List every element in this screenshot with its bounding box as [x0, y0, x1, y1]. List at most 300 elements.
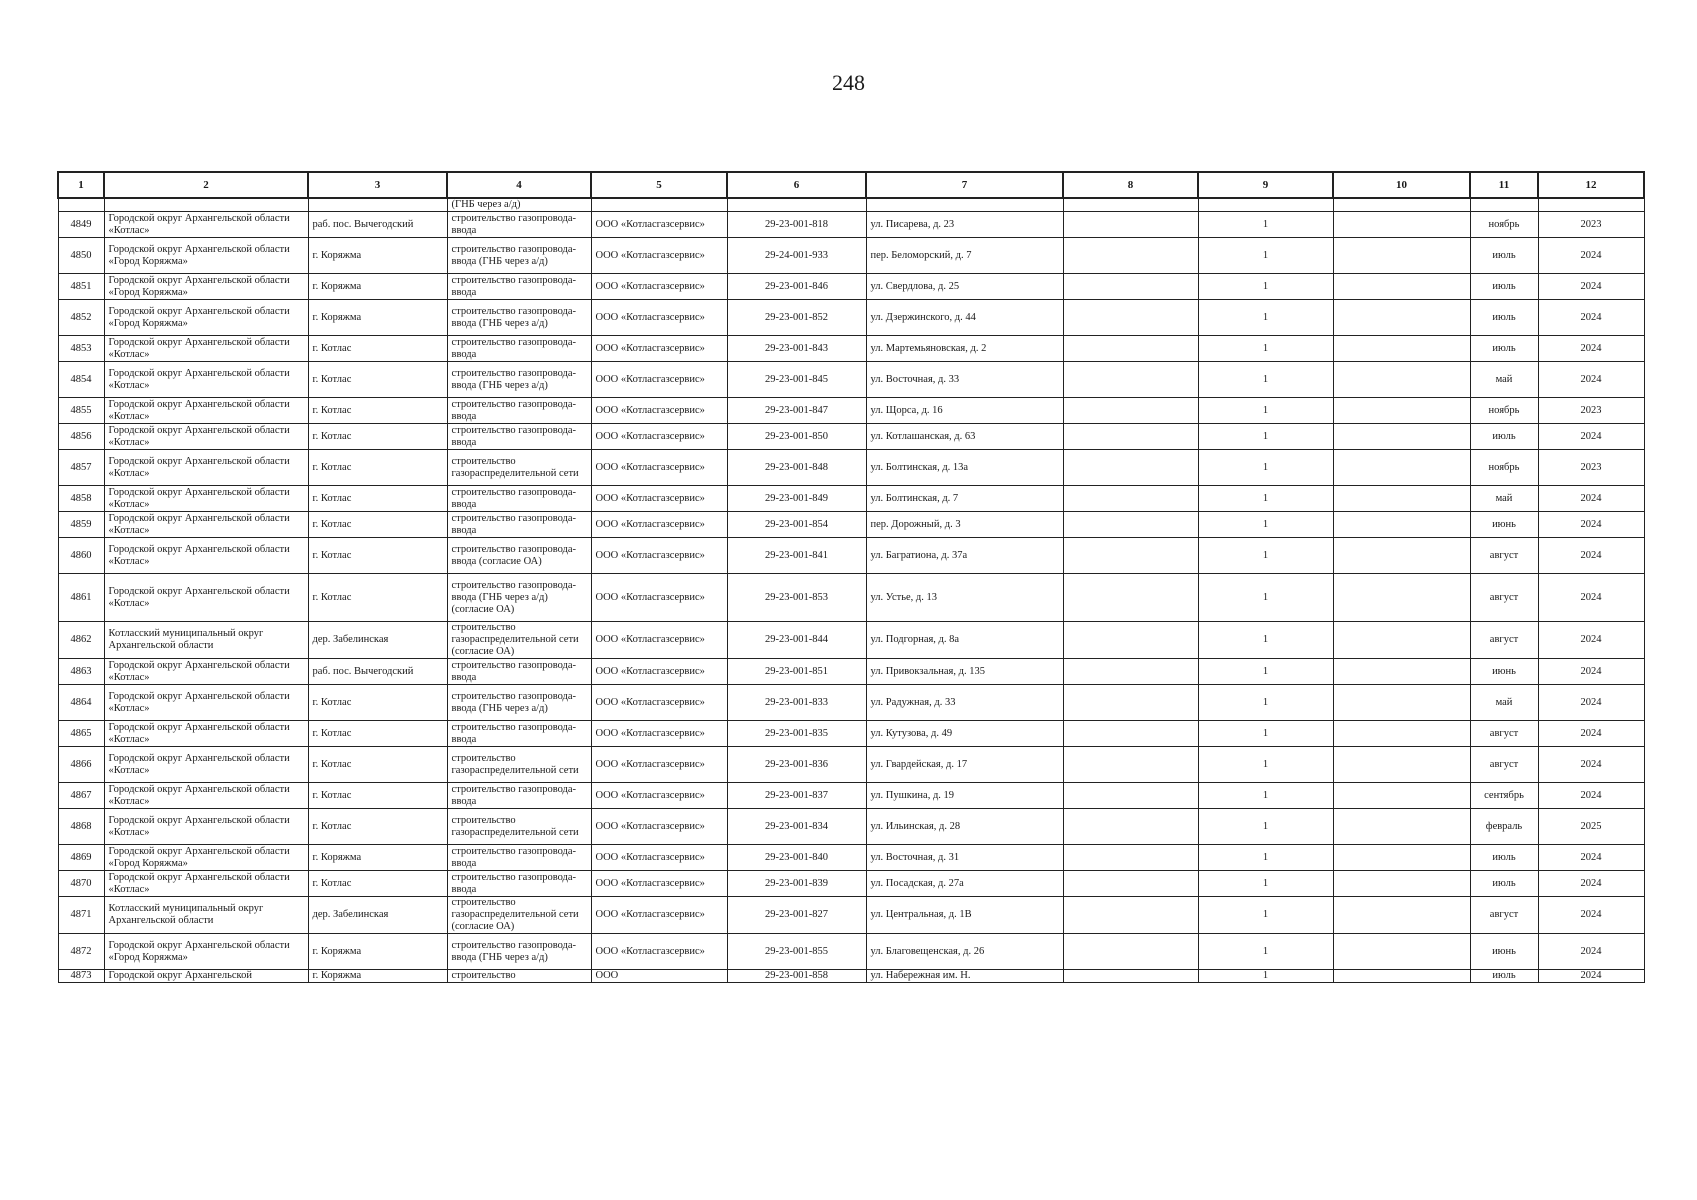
- cell-code: 29-23-001-841: [727, 538, 866, 574]
- cell-qty: 1: [1198, 845, 1333, 871]
- cell-code: 29-24-001-933: [727, 238, 866, 274]
- cell-work: строительство газопровода-ввода (ГНБ через а/д): [447, 934, 591, 970]
- cell-c8: [1063, 871, 1198, 897]
- column-header: 11: [1470, 172, 1538, 198]
- cell-c10: [1333, 809, 1470, 845]
- cell-locality: г. Котлас: [308, 424, 447, 450]
- cell-year: 2024: [1538, 685, 1644, 721]
- cell-locality: г. Котлас: [308, 871, 447, 897]
- cell-c10: [1333, 659, 1470, 685]
- cell-locality: раб. пос. Вычегодский: [308, 659, 447, 685]
- cell-c8: [1063, 934, 1198, 970]
- cell-c8: [1063, 574, 1198, 622]
- cell-code: 29-23-001-818: [727, 212, 866, 238]
- cell-num: 4852: [58, 300, 104, 336]
- cell-month: июнь: [1470, 934, 1538, 970]
- cell-locality: г. Котлас: [308, 512, 447, 538]
- cell-year: 2023: [1538, 212, 1644, 238]
- cell-c8: [1063, 512, 1198, 538]
- cell-code: 29-23-001-858: [727, 970, 866, 983]
- cell-locality: г. Котлас: [308, 398, 447, 424]
- cell-qty: 1: [1198, 871, 1333, 897]
- cell-address: ул. Щорса, д. 16: [866, 398, 1063, 424]
- cell-org: ООО «Котласгазсервис»: [591, 897, 727, 934]
- cell-address: ул. Восточная, д. 31: [866, 845, 1063, 871]
- cell-num: 4871: [58, 897, 104, 934]
- cell-locality: г. Коряжма: [308, 300, 447, 336]
- cell-c10: [1333, 538, 1470, 574]
- cell-num: 4870: [58, 871, 104, 897]
- cell-c10: [1333, 486, 1470, 512]
- column-header: 2: [104, 172, 308, 198]
- cell-org: ООО: [591, 970, 727, 983]
- table-row: [58, 212, 1644, 238]
- cell-c8: [1063, 538, 1198, 574]
- cell-district: Городской округ Архангельской области «Котлас»: [104, 336, 308, 362]
- cell-code: 29-23-001-852: [727, 300, 866, 336]
- cell-org: ООО «Котласгазсервис»: [591, 300, 727, 336]
- cell-district: Городской округ Архангельской области «Котлас»: [104, 783, 308, 809]
- cell-address: ул. Благовещенская, д. 26: [866, 934, 1063, 970]
- cell-c10: [1333, 970, 1470, 983]
- cell-year: 2023: [1538, 398, 1644, 424]
- cell-district: Городской округ Архангельской области «Котлас»: [104, 659, 308, 685]
- cell-district: Котласский муниципальный округ Архангельской области: [104, 622, 308, 659]
- cell-qty: 1: [1198, 362, 1333, 398]
- cell-locality: г. Котлас: [308, 450, 447, 486]
- cell-district: Городской округ Архангельской области «Город Коряжма»: [104, 300, 308, 336]
- cell-locality: г. Котлас: [308, 538, 447, 574]
- cell-district: Городской округ Архангельской области «Котлас»: [104, 398, 308, 424]
- table-row: [58, 871, 1644, 897]
- cell-code: 29-23-001-834: [727, 809, 866, 845]
- cell-code: 29-23-001-853: [727, 574, 866, 622]
- cell-org: ООО «Котласгазсервис»: [591, 450, 727, 486]
- cell-work: строительство газопровода-ввода (ГНБ через а/д): [447, 362, 591, 398]
- cell-num: 4859: [58, 512, 104, 538]
- cell-year: 2024: [1538, 486, 1644, 512]
- cell-district: Городской округ Архангельской: [104, 970, 308, 983]
- cell-c10: [1333, 721, 1470, 747]
- cell-year: 2024: [1538, 747, 1644, 783]
- table-row: [58, 398, 1644, 424]
- cell-org: ООО «Котласгазсервис»: [591, 747, 727, 783]
- cell-org: ООО «Котласгазсервис»: [591, 212, 727, 238]
- cell-c8: [1063, 336, 1198, 362]
- cell-month: сентябрь: [1470, 783, 1538, 809]
- cell-district: Городской округ Архангельской области «Город Коряжма»: [104, 238, 308, 274]
- cell-qty: 1: [1198, 238, 1333, 274]
- cell-c8: [1063, 398, 1198, 424]
- cell-code: 29-23-001-855: [727, 934, 866, 970]
- cell-locality: г. Коряжма: [308, 934, 447, 970]
- cell-c8: [1063, 486, 1198, 512]
- cell-qty: 1: [1198, 398, 1333, 424]
- cell-month: июнь: [1470, 659, 1538, 685]
- cell-locality: г. Котлас: [308, 685, 447, 721]
- cell-month: июль: [1470, 336, 1538, 362]
- cell-locality: раб. пос. Вычегодский: [308, 212, 447, 238]
- cell-district: Городской округ Архангельской области «Город Коряжма»: [104, 274, 308, 300]
- cell-district: Городской округ Архангельской области «Котлас»: [104, 721, 308, 747]
- cell-year: 2024: [1538, 897, 1644, 934]
- column-header: 9: [1198, 172, 1333, 198]
- cell-org: ООО «Котласгазсервис»: [591, 659, 727, 685]
- table-row: [58, 721, 1644, 747]
- cell-district: Городской округ Архангельской области «Котлас»: [104, 486, 308, 512]
- cell-c8: [1063, 362, 1198, 398]
- cell-num: 4854: [58, 362, 104, 398]
- cell-c8: [1063, 845, 1198, 871]
- cell-year: 2024: [1538, 424, 1644, 450]
- cell-c10: [1333, 622, 1470, 659]
- cell-month: август: [1470, 747, 1538, 783]
- cell-c8: [1063, 424, 1198, 450]
- column-header: 1: [58, 172, 104, 198]
- cell-org: ООО «Котласгазсервис»: [591, 538, 727, 574]
- cell-district: Городской округ Архангельской области «Котлас»: [104, 450, 308, 486]
- cell-work: строительство газопровода-ввода (согласие ОА): [447, 538, 591, 574]
- cell-code: 29-23-001-827: [727, 897, 866, 934]
- cell-c8: [1063, 238, 1198, 274]
- cell-qty: 1: [1198, 622, 1333, 659]
- cell-org: ООО «Котласгазсервис»: [591, 362, 727, 398]
- cell-num: 4869: [58, 845, 104, 871]
- column-header: 8: [1063, 172, 1198, 198]
- cell-locality: г. Котлас: [308, 783, 447, 809]
- cell-locality: г. Коряжма: [308, 274, 447, 300]
- cell-code: 29-23-001-840: [727, 845, 866, 871]
- registry-table: [57, 171, 1645, 983]
- cell-address: пер. Дорожный, д. 3: [866, 512, 1063, 538]
- cell-address: ул. Устье, д. 13: [866, 574, 1063, 622]
- cell-qty: 1: [1198, 659, 1333, 685]
- cell-month: июль: [1470, 274, 1538, 300]
- cell-locality: г. Котлас: [308, 362, 447, 398]
- cell-work: строительство газопровода-ввода (ГНБ через а/д): [447, 238, 591, 274]
- cell-locality: г. Котлас: [308, 809, 447, 845]
- cell-month: август: [1470, 574, 1538, 622]
- cell-c10: [1333, 845, 1470, 871]
- cell-c10: [1333, 685, 1470, 721]
- cell-org: ООО «Котласгазсервис»: [591, 336, 727, 362]
- cell-org: ООО «Котласгазсервис»: [591, 398, 727, 424]
- column-header: 7: [866, 172, 1063, 198]
- table-row: [58, 512, 1644, 538]
- cell-district: Городской округ Архангельской области «Котлас»: [104, 871, 308, 897]
- cell-month: ноябрь: [1470, 450, 1538, 486]
- cell-address: ул. Набережная им. Н.: [866, 970, 1063, 983]
- cell-month: май: [1470, 362, 1538, 398]
- cell-month: июль: [1470, 970, 1538, 983]
- cell-org: ООО «Котласгазсервис»: [591, 424, 727, 450]
- cell-qty: 1: [1198, 538, 1333, 574]
- cell-org: ООО «Котласгазсервис»: [591, 934, 727, 970]
- cell-qty: 1: [1198, 336, 1333, 362]
- cell-work: строительство газораспределительной сети: [447, 450, 591, 486]
- table-row: [58, 897, 1644, 934]
- cell-code: 29-23-001-848: [727, 450, 866, 486]
- cell-c10: [1333, 747, 1470, 783]
- cell-work: строительство газопровода-ввода: [447, 659, 591, 685]
- cell-code: 29-23-001-835: [727, 721, 866, 747]
- cell-num: 4865: [58, 721, 104, 747]
- cell-num: 4855: [58, 398, 104, 424]
- cell-qty: 1: [1198, 450, 1333, 486]
- cell-qty: 1: [1198, 274, 1333, 300]
- cell-year: 2024: [1538, 845, 1644, 871]
- column-header: 4: [447, 172, 591, 198]
- cell-c10: [1333, 212, 1470, 238]
- cell-qty: 1: [1198, 300, 1333, 336]
- cell-district: Городской округ Архангельской области «Город Коряжма»: [104, 934, 308, 970]
- cell-code: 29-23-001-833: [727, 685, 866, 721]
- cell-year: 2024: [1538, 336, 1644, 362]
- cell-work: строительство газопровода-ввода: [447, 486, 591, 512]
- table-row: [58, 450, 1644, 486]
- cell-address: ул. Багратиона, д. 37а: [866, 538, 1063, 574]
- cell-work: строительство газопровода-ввода (ГНБ через а/д): [447, 685, 591, 721]
- cell-work: строительство газораспределительной сети: [447, 747, 591, 783]
- cell-month: июль: [1470, 238, 1538, 274]
- cell-num: 4866: [58, 747, 104, 783]
- cell-month: август: [1470, 538, 1538, 574]
- cell-month: май: [1470, 486, 1538, 512]
- cell-work: строительство газопровода-ввода: [447, 512, 591, 538]
- cell-org: ООО «Котласгазсервис»: [591, 274, 727, 300]
- cell-year: 2024: [1538, 574, 1644, 622]
- cell-c8: [1063, 685, 1198, 721]
- cell-district: Котласский муниципальный округ Архангельской области: [104, 897, 308, 934]
- cell-address: ул. Котлашанская, д. 63: [866, 424, 1063, 450]
- table-row: [58, 336, 1644, 362]
- cell-num: 4849: [58, 212, 104, 238]
- continuation-cell: (ГНБ через а/д): [447, 198, 591, 212]
- cell-qty: 1: [1198, 486, 1333, 512]
- table-row: [58, 970, 1644, 983]
- cell-c8: [1063, 659, 1198, 685]
- cell-c10: [1333, 274, 1470, 300]
- cell-district: Городской округ Архангельской области «Котлас»: [104, 574, 308, 622]
- cell-num: 4873: [58, 970, 104, 983]
- cell-qty: 1: [1198, 721, 1333, 747]
- cell-org: ООО «Котласгазсервис»: [591, 809, 727, 845]
- cell-org: ООО «Котласгазсервис»: [591, 238, 727, 274]
- cell-locality: г. Котлас: [308, 747, 447, 783]
- cell-org: ООО «Котласгазсервис»: [591, 574, 727, 622]
- cell-org: ООО «Котласгазсервис»: [591, 783, 727, 809]
- cell-address: ул. Писарева, д. 23: [866, 212, 1063, 238]
- table-row: [58, 845, 1644, 871]
- cell-num: 4872: [58, 934, 104, 970]
- cell-month: ноябрь: [1470, 212, 1538, 238]
- cell-year: 2024: [1538, 622, 1644, 659]
- cell-year: 2024: [1538, 783, 1644, 809]
- cell-num: 4853: [58, 336, 104, 362]
- cell-c10: [1333, 512, 1470, 538]
- cell-c10: [1333, 871, 1470, 897]
- cell-code: 29-23-001-839: [727, 871, 866, 897]
- cell-code: 29-23-001-845: [727, 362, 866, 398]
- column-header: 3: [308, 172, 447, 198]
- cell-num: 4851: [58, 274, 104, 300]
- cell-org: ООО «Котласгазсервис»: [591, 871, 727, 897]
- cell-month: ноябрь: [1470, 398, 1538, 424]
- cell-num: 4864: [58, 685, 104, 721]
- table-row: [58, 934, 1644, 970]
- cell-c10: [1333, 300, 1470, 336]
- cell-month: август: [1470, 721, 1538, 747]
- table-row: [58, 574, 1644, 622]
- table-row: [58, 274, 1644, 300]
- cell-month: июль: [1470, 300, 1538, 336]
- cell-year: 2024: [1538, 721, 1644, 747]
- cell-work: строительство газораспределительной сети (согласие ОА): [447, 897, 591, 934]
- cell-year: 2024: [1538, 659, 1644, 685]
- cell-num: 4850: [58, 238, 104, 274]
- cell-work: строительство газопровода-ввода: [447, 783, 591, 809]
- cell-qty: 1: [1198, 574, 1333, 622]
- cell-c10: [1333, 336, 1470, 362]
- cell-code: 29-23-001-851: [727, 659, 866, 685]
- cell-year: 2024: [1538, 362, 1644, 398]
- cell-code: 29-23-001-846: [727, 274, 866, 300]
- cell-month: февраль: [1470, 809, 1538, 845]
- cell-address: ул. Восточная, д. 33: [866, 362, 1063, 398]
- cell-month: июнь: [1470, 512, 1538, 538]
- cell-year: 2024: [1538, 934, 1644, 970]
- continuation-row: [58, 198, 1644, 212]
- cell-locality: г. Котлас: [308, 486, 447, 512]
- cell-address: ул. Гвардейская, д. 17: [866, 747, 1063, 783]
- cell-c8: [1063, 747, 1198, 783]
- cell-qty: 1: [1198, 685, 1333, 721]
- cell-locality: дер. Забелинская: [308, 897, 447, 934]
- cell-address: ул. Болтинская, д. 7: [866, 486, 1063, 512]
- page-number: 248: [832, 70, 865, 95]
- cell-c8: [1063, 212, 1198, 238]
- table-row: [58, 424, 1644, 450]
- cell-work: строительство газопровода-ввода: [447, 424, 591, 450]
- cell-c10: [1333, 450, 1470, 486]
- table-row: [58, 659, 1644, 685]
- header-row: [58, 172, 1644, 198]
- cell-address: ул. Привокзальная, д. 135: [866, 659, 1063, 685]
- table-row: [58, 685, 1644, 721]
- cell-address: ул. Ильинская, д. 28: [866, 809, 1063, 845]
- cell-work: строительство газораспределительной сети: [447, 809, 591, 845]
- cell-code: 29-23-001-849: [727, 486, 866, 512]
- cell-district: Городской округ Архангельской области «Котлас»: [104, 685, 308, 721]
- cell-c8: [1063, 300, 1198, 336]
- cell-c10: [1333, 934, 1470, 970]
- table-row: [58, 783, 1644, 809]
- cell-num: 4862: [58, 622, 104, 659]
- cell-c10: [1333, 897, 1470, 934]
- cell-year: 2024: [1538, 274, 1644, 300]
- table-row: [58, 538, 1644, 574]
- cell-num: 4856: [58, 424, 104, 450]
- cell-locality: г. Коряжма: [308, 970, 447, 983]
- cell-code: 29-23-001-847: [727, 398, 866, 424]
- column-header: 12: [1538, 172, 1644, 198]
- cell-work: строительство газопровода-ввода: [447, 845, 591, 871]
- cell-code: 29-23-001-844: [727, 622, 866, 659]
- cell-month: июль: [1470, 424, 1538, 450]
- cell-c8: [1063, 450, 1198, 486]
- column-header: 10: [1333, 172, 1470, 198]
- cell-address: ул. Кутузова, д. 49: [866, 721, 1063, 747]
- cell-c10: [1333, 362, 1470, 398]
- cell-district: Городской округ Архангельской области «Котлас»: [104, 362, 308, 398]
- cell-qty: 1: [1198, 934, 1333, 970]
- cell-num: 4863: [58, 659, 104, 685]
- cell-work: строительство газопровода-ввода: [447, 871, 591, 897]
- cell-org: ООО «Котласгазсервис»: [591, 845, 727, 871]
- cell-address: ул. Подгорная, д. 8а: [866, 622, 1063, 659]
- cell-district: Городской округ Архангельской области «Котлас»: [104, 512, 308, 538]
- cell-locality: дер. Забелинская: [308, 622, 447, 659]
- cell-work: строительство газопровода-ввода (ГНБ через а/д): [447, 300, 591, 336]
- cell-c8: [1063, 721, 1198, 747]
- cell-org: ООО «Котласгазсервис»: [591, 622, 727, 659]
- cell-c10: [1333, 574, 1470, 622]
- cell-org: ООО «Котласгазсервис»: [591, 486, 727, 512]
- cell-address: пер. Беломорский, д. 7: [866, 238, 1063, 274]
- cell-district: Городской округ Архангельской области «Котлас»: [104, 538, 308, 574]
- column-header: 5: [591, 172, 727, 198]
- cell-month: август: [1470, 622, 1538, 659]
- cell-qty: 1: [1198, 783, 1333, 809]
- cell-year: 2024: [1538, 538, 1644, 574]
- cell-c8: [1063, 897, 1198, 934]
- cell-num: 4857: [58, 450, 104, 486]
- cell-c10: [1333, 783, 1470, 809]
- cell-month: август: [1470, 897, 1538, 934]
- cell-year: 2024: [1538, 970, 1644, 983]
- cell-code: 29-23-001-837: [727, 783, 866, 809]
- cell-c8: [1063, 622, 1198, 659]
- cell-work: строительство газопровода-ввода: [447, 398, 591, 424]
- cell-district: Городской округ Архангельской области «Город Коряжма»: [104, 845, 308, 871]
- cell-month: июль: [1470, 871, 1538, 897]
- cell-work: строительство газораспределительной сети (согласие ОА): [447, 622, 591, 659]
- cell-c10: [1333, 398, 1470, 424]
- column-header: 6: [727, 172, 866, 198]
- cell-qty: 1: [1198, 512, 1333, 538]
- cell-code: 29-23-001-850: [727, 424, 866, 450]
- cell-c10: [1333, 238, 1470, 274]
- cell-district: Городской округ Архангельской области «Котлас»: [104, 809, 308, 845]
- cell-c8: [1063, 274, 1198, 300]
- cell-address: ул. Свердлова, д. 25: [866, 274, 1063, 300]
- cell-year: 2024: [1538, 238, 1644, 274]
- cell-c8: [1063, 783, 1198, 809]
- cell-year: 2024: [1538, 871, 1644, 897]
- table-row: [58, 622, 1644, 659]
- cell-work: строительство газопровода-ввода: [447, 274, 591, 300]
- cell-qty: 1: [1198, 424, 1333, 450]
- table-row: [58, 809, 1644, 845]
- cell-org: ООО «Котласгазсервис»: [591, 512, 727, 538]
- cell-month: май: [1470, 685, 1538, 721]
- cell-address: ул. Центральная, д. 1В: [866, 897, 1063, 934]
- cell-c10: [1333, 424, 1470, 450]
- cell-year: 2025: [1538, 809, 1644, 845]
- cell-num: 4867: [58, 783, 104, 809]
- cell-month: июль: [1470, 845, 1538, 871]
- table-row: [58, 362, 1644, 398]
